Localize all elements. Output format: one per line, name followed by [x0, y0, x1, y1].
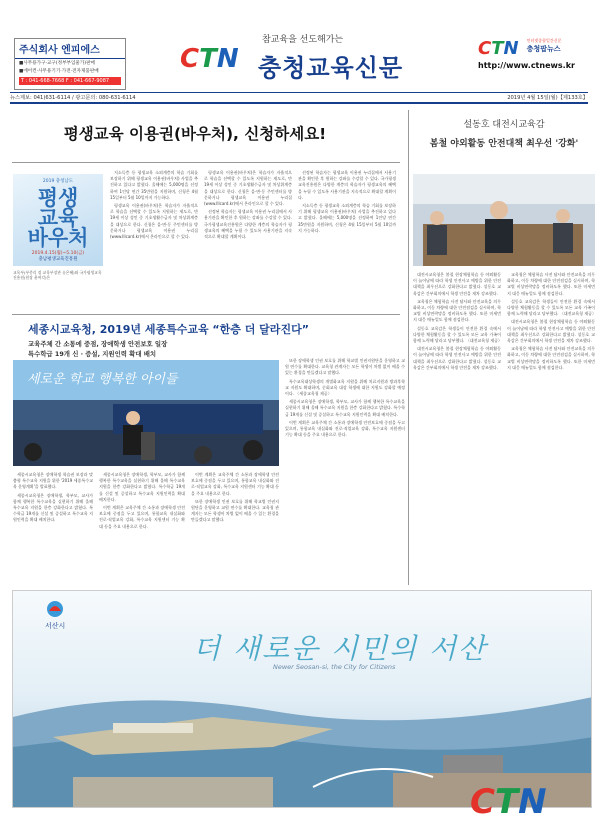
story2-subheadline-2: 특수학급 19개 신 · 증설, 지원인력 확대 배치 — [28, 350, 157, 358]
advertiser-phone: T : 041-668-7668 F : 041-667-9087 — [19, 77, 121, 85]
poster-badge: 2019 충청남도 — [42, 179, 74, 184]
voucher-poster-image — [13, 174, 103, 266]
story2-column-1: 세종시교육청은 장애학생, 학부모, 교사가 함께 행복한 특수교육을 실현하기 위해 올해 특수교육 지원을 한층 강화한다고 밝혔다. 특수학급 19개를 신설 및 증설하고 특수교육 지원인력을 확대 배치한다. 이번 계획은 교육주체 간 소통과 장애학생 안전보호에 중점을 두고 있으며, 통합교육 내실화와 진로·직업교육 강화, 특수교육 지원센터 기능 확대 등을 주요 내용으로 한다. — [99, 472, 185, 529]
masthead-title: 충청교육신문 — [258, 54, 404, 82]
photo-banner-text: 세로운 학교 행복한 아이들 — [27, 372, 178, 387]
story3-column-1: 대전시교육청은 봄철 현장체험학습 등 야외활동이 늘어남에 따라 학생 안전사고 예방을 위한 안전대책을 최우선으로 강화한다고 밝혔다. 설동호 교육감은 간부회의에서 학생 안전을 재차 강조했다. 교육청은 체험학습 사전 답사와 안전교육을 의무화하고, 이동 차량에 대한 안전점검을 실시하며, 학교별 비상연락망을 정비하도록 했다. 또한 미세먼지 대응 매뉴얼도 함께 점검한다. 설동호 교육감은 학생들이 안전한 환경 속에서 다양한 체험활동을 할 수 있도록 모든 교육 가족이 함께 노력해 달라고 당부했다. 〈대전교육청 제공〉 대전시교육청은 봄철 현장체험학습 등 야외활동이 늘어남에 따라 학생 안전사고 예방을 위한 안전대책을 최우선으로 강화한다고 밝혔다. 설동호 교육감은 간부회의에서 학생 안전을 재차 강조했다. — [413, 272, 503, 370]
ctn-logo[interactable]: CTN — [180, 44, 239, 74]
poster-title: 평생 교육 바우처 — [27, 186, 89, 250]
story1-caption: 교육부(부총리 겸 교육부장관 유은혜)와 국가평생교육진흥원(원장 윤여각)은 — [13, 270, 102, 280]
banner-subtitle: Newer Seosan-si, the City for Citizens — [273, 663, 396, 671]
banner-title: 더 새로운 시민의 서산 — [193, 632, 488, 665]
advertiser-line-1: ■사무용가구·교구(정부부입물가)판매 — [19, 61, 95, 66]
info-bar — [10, 94, 588, 101]
story2-caption: 세종시교육청은 장애학생 학습권 보장과 맞춤형 특수교육 지원을 위한 '2019 세종특수교육 운영계획'을 발표했다. 세종시교육청은 장애학생, 학부모, 교사가 함께 행복한 특수교육을 실현하기 위해 올해 특수교육 지원을 한층 강화한다고 밝혔다. 특수학급 19개를 신설 및 증설하고 특수교육 지원인력을 확대 배치한다. — [13, 472, 93, 523]
side-brand-tag: 인터넷종합일간신문 — [526, 38, 562, 43]
column-divider — [408, 110, 409, 585]
story1-column-2: 평생교육 이용권(바우처)은 학습자가 자율적으로 학습을 선택할 수 있도록 지원하는 제도로, 만 19세 이상 성인 중 기초생활수급자 및 차상위계층을 대상으로 한다. 신청은 읍·면·동 주민센터를 방문하거나 평생교육 이용권 누리집(www.lllcard.kr)에서 온라인으로 할 수 있다. 선정된 학습자는 평생교육 이용권 누리집에서 사용기관을 확인한 후 원하는 강좌를 수강할 수 있다. 국가평생교육진흥원은 다양한 계층의 학습자가 평생교육의 혜택을 누릴 수 있도록 사용기관을 지속적으로 확대할 계획이다. — [204, 170, 292, 240]
story1-column-3: 선정된 학습자는 평생교육 이용권 누리집에서 사용기관을 확인한 후 원하는 강좌를 수강할 수 있다. 국가평생교육진흥원은 다양한 계층의 학습자가 평생교육의 혜택을 누릴 수 있도록 사용기관을 지속적으로 확대할 계획이다. 저소득층 등 평생교육 소외계층의 학습 기회를 보장하기 위해 평생교육 이용권(바우처) 사업을 추진하고 있다고 밝혔다. 올해에는 5,000명을 선정하여 1인당 연간 35만원을 지원하며, 신청은 4월 15일부터 5월 10일까지 가능하다. — [298, 170, 396, 233]
sejong-event-photo — [13, 360, 279, 466]
section-divider — [12, 314, 400, 315]
side-brand-url[interactable]: http://www.ctnews.kr — [478, 61, 575, 70]
header-rule — [10, 92, 588, 93]
daejeon-superintendent-photo — [413, 174, 595, 266]
poster-date: 2019.4.15(월)~5.10(금) — [31, 251, 85, 256]
story2-subheadline-1: 교육주체 간 소통에 중점, 장애학생 안전보호 일장 — [28, 340, 168, 348]
side-brand[interactable] — [478, 38, 590, 70]
seosan-logo — [45, 599, 65, 631]
story3-column-2: 교육청은 체험학습 사전 답사와 안전교육을 의무화하고, 이동 차량에 대한 안전점검을 실시하며, 학교별 비상연락망을 정비하도록 했다. 또한 미세먼지 대응 매뉴얼도 함께 점검한다. 설동호 교육감은 학생들이 안전한 환경 속에서 다양한 체험활동을 할 수 있도록 모든 교육 가족이 함께 노력해 달라고 당부했다. 〈대전교육청 제공〉 대전시교육청은 봄철 현장체험학습 등 야외활동이 늘어남에 따라 학생 안전사고 예방을 위한 안전대책을 최우선으로 강화한다고 밝혔다. 설동호 교육감은 간부회의에서 학생 안전을 재차 강조했다. 교육청은 체험학습 사전 답사와 안전교육을 의무화하고, 이동 차량에 대한 안전점검을 실시하며, 학교별 비상연락망을 정비하도록 했다. 또한 미세먼지 대응 매뉴얼도 함께 점검한다. — [507, 272, 597, 370]
story2-column-2: 이번 계획은 교육주체 간 소통과 장애학생 안전보호에 중점을 두고 있으며, 통합교육 내실화와 진로·직업교육 강화, 특수교육 지원센터 기능 확대 등을 주요 내용으로 한다. 또한 장애학생 인권 보호를 위해 학교별 인권지원단을 운영하고 교원 연수를 확대한다. 교육청 관계자는 모든 학생이 차별 없이 배울 수 있는 환경을 만들겠다고 말했다. — [191, 472, 279, 523]
issue-date: 2019년 4월 15일(월)【제133호】 — [507, 95, 588, 101]
footer-ctn-logo[interactable]: CTN — [470, 782, 547, 822]
seosan-logo-text: 서산시 — [45, 622, 66, 630]
story1-column-1: 저소득층 등 평생교육 소외계층의 학습 기회를 보장하기 위해 평생교육 이용권(바우처) 사업을 추진하고 있다고 밝혔다. 올해에는 5,000명을 선정하여 1인당 연간 35만원을 지원하며, 신청은 4월 15일부터 5월 10일까지 가능하다. 평생교육 이용권(바우처)은 학습자가 자율적으로 학습을 선택할 수 있도록 지원하는 제도로, 만 19세 이상 성인 중 기초생활수급자 및 차상위계층을 대상으로 한다. 신청은 읍·면·동 주민센터를 방문하거나 평생교육 이용권 누리집(www.lllcard.kr)에서 온라인으로 할 수 있다. — [110, 170, 198, 240]
advertiser-name: 주식회사 엔피에스 — [15, 39, 125, 59]
poster-logo: 충남평생교육진흥원 — [38, 257, 78, 262]
daejeon-photo-graphic — [413, 174, 595, 266]
advertiser-line-2: ■에어컨·사무용기기·가전·전자제품판매 — [19, 69, 99, 74]
story3-kicker: 설동호 대전시교육감 — [463, 120, 545, 130]
side-ctn-logo: CTN — [478, 38, 519, 59]
seosan-city-banner-ad[interactable] — [12, 590, 592, 808]
advertiser-box — [14, 38, 126, 90]
contact-info: 뉴스제보: 041)631-6114 / 광고문의: 080-631-6114 — [10, 95, 136, 101]
masthead-slogan: 참교육을 선도해가는 — [262, 35, 344, 45]
story2-column-3: 또한 장애학생 인권 보호를 위해 학교별 인권지원단을 운영하고 교원 연수를 확대한다. 교육청 관계자는 모든 학생이 차별 없이 배울 수 있는 환경을 만들겠다고 말했다. 특수교육대상학생의 개별화교육 지원을 위해 치료지원과 방과후학교 지원도 확대하며, 순회교육 대상 학생에 대한 지원도 강화할 예정이다. 〈세종교육청 제공〉 세종시교육청은 장애학생, 학부모, 교사가 함께 행복한 특수교육을 실현하기 위해 올해 특수교육 지원을 한층 강화한다고 밝혔다. 특수학급 19개를 신설 및 증설하고 특수교육 지원인력을 확대 배치한다. 이번 계획은 교육주체 간 소통과 장애학생 안전보호에 중점을 두고 있으며, 통합교육 내실화와 진로·직업교육 강화, 특수교육 지원센터 기능 확대 등을 주요 내용으로 한다. — [285, 358, 405, 438]
story3-headline[interactable]: 봄철 야외활동 안전대책 최우선 '강화' — [429, 139, 579, 149]
seosan-emblem-icon — [45, 599, 65, 619]
story3-header — [413, 117, 595, 149]
story2-headline[interactable]: 세종시교육청, 2019년 세종특수교육 “한층 더 달라진다” — [28, 323, 309, 336]
story1-rule — [12, 162, 400, 163]
story1-headline[interactable]: 평생교육 이용권(바우처), 신청하세요! — [63, 125, 327, 143]
side-brand-name: 충청팝뉴스 — [526, 45, 561, 53]
header-rule-bottom — [10, 102, 588, 104]
